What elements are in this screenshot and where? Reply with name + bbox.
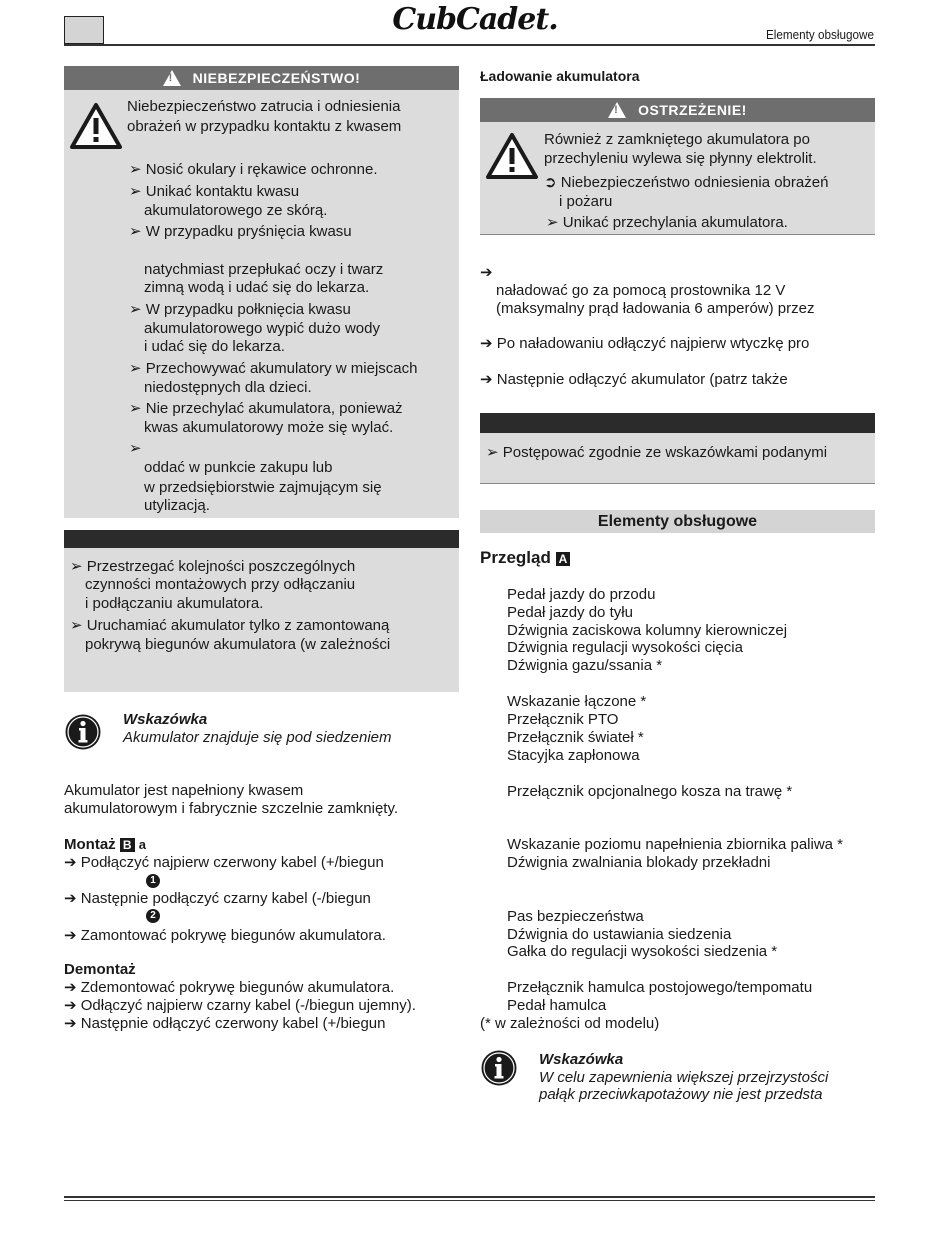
control-item: Pas bezpieczeństwa bbox=[507, 908, 644, 925]
danger-line: natychmiast przepłukać oczy i twarz bbox=[144, 261, 384, 278]
warning-icon bbox=[163, 70, 181, 86]
danger-line: niedostępnych dla dzieci. bbox=[144, 379, 312, 396]
caution-line: ➢ Przestrzegać kolejności poszczególnych bbox=[70, 558, 356, 575]
montaz-step: ➔ Następnie podłączyć czarny kabel (-/biegun bbox=[64, 890, 371, 907]
control-item: Pedał hamulca bbox=[507, 997, 607, 1014]
callout-1: 1 bbox=[146, 874, 160, 888]
caution-line: i podłączaniu akumulatora. bbox=[85, 595, 264, 612]
warning-triangle-icon bbox=[70, 102, 122, 150]
montaz-heading bbox=[64, 836, 146, 854]
control-item: Przełącznik hamulca postojowego/tempomatu bbox=[507, 979, 813, 996]
controls-footnote: (* w zależności od modelu) bbox=[480, 1015, 660, 1032]
caution-header-bar bbox=[64, 530, 459, 548]
danger-line: ➢ bbox=[129, 440, 142, 457]
charging-step: ➔ Po naładowaniu odłączyć najpierw wtyczkę pro bbox=[480, 335, 810, 352]
charging-title: Ładowanie akumulatora bbox=[480, 68, 640, 84]
note1-text: Akumulator znajduje się pod siedzeniem bbox=[123, 729, 392, 746]
overview-title: Przegląd bbox=[480, 548, 551, 567]
control-item: Gałka do regulacji wysokości siedzenia * bbox=[507, 943, 778, 960]
info-icon bbox=[64, 713, 102, 751]
charging-warning-title: OSTRZEŻENIE! bbox=[638, 102, 747, 118]
footer-rule-bottom bbox=[64, 1200, 875, 1201]
note1-title: Wskazówka bbox=[123, 711, 208, 728]
note2-title: Wskazówka bbox=[539, 1051, 624, 1068]
danger-line: kwas akumulatorowy może się wylać. bbox=[144, 419, 394, 436]
control-item: Przełącznik świateł * bbox=[507, 729, 644, 746]
figure-ref-a: A bbox=[556, 552, 571, 566]
header-rule bbox=[64, 44, 875, 46]
danger-header bbox=[64, 66, 459, 90]
danger-line: ➢ W przypadku pryśnięcia kwasu bbox=[129, 223, 352, 240]
charging-warning-line: ➲ Niebezpieczeństwo odniesienia obrażeń bbox=[544, 174, 829, 191]
page-corner-box bbox=[64, 16, 104, 44]
montaz-step: ➔ Zamontować pokrywę biegunów akumulatora. bbox=[64, 927, 386, 944]
danger-title: NIEBEZPIECZEŃSTWO! bbox=[192, 70, 361, 86]
danger-line: akumulatorowego ze skórą. bbox=[144, 202, 328, 219]
charging-warning-line: i pożaru bbox=[559, 193, 613, 210]
charging-warning-header bbox=[480, 98, 875, 122]
control-item: Wskazanie poziomu napełnienia zbiornika paliwa * bbox=[507, 836, 844, 853]
demontaz-step: ➔ Odłączyć najpierw czarny kabel (-/biegun ujemny). bbox=[64, 997, 416, 1014]
control-item: Dźwignia zaciskowa kolumny kierowniczej bbox=[507, 622, 788, 639]
charging-step: ➔ Następnie odłączyć akumulator (patrz także bbox=[480, 371, 788, 388]
header-section-title: Elementy obsługowe bbox=[766, 27, 874, 42]
control-item: Dźwignia zwalniania blokady przekładni bbox=[507, 854, 771, 871]
danger-line: i udać się do lekarza. bbox=[144, 338, 285, 355]
info-icon bbox=[480, 1049, 518, 1087]
battery-text-2: akumulatorowym i fabrycznie szczelnie zamknięty. bbox=[64, 800, 399, 817]
control-item: Stacyjka zapłonowa bbox=[507, 747, 640, 764]
montaz-step: ➔ Podłączyć najpierw czerwony kabel (+/biegun bbox=[64, 854, 384, 871]
danger-intro-2: obrażeń w przypadku kontaktu z kwasem bbox=[127, 118, 402, 135]
charging-step: naładować go za pomocą prostownika 12 V bbox=[496, 282, 786, 299]
environment-box-rule bbox=[480, 483, 875, 484]
environment-header-bar bbox=[480, 413, 875, 433]
warning-triangle-icon bbox=[486, 132, 538, 180]
charging-warning-line: przechyleniu wylewa się płynny elektrolit. bbox=[544, 150, 817, 167]
control-item: Przełącznik opcjonalnego kosza na trawę * bbox=[507, 783, 793, 800]
control-item: Dźwignia gazu/ssania * bbox=[507, 657, 663, 674]
control-item: Przełącznik PTO bbox=[507, 711, 619, 728]
danger-line: akumulatorowego wypić dużo wody bbox=[144, 320, 380, 337]
caution-line: ➢ Uruchamiać akumulator tylko z zamontowaną bbox=[70, 617, 390, 634]
danger-line: ➢ Nosić okulary i rękawice ochronne. bbox=[129, 161, 378, 178]
danger-line: oddać w punkcie zakupu lub bbox=[144, 459, 333, 476]
montaz-title: Montaż bbox=[64, 836, 116, 853]
control-item: Dźwignia regulacji wysokości cięcia bbox=[507, 639, 743, 656]
note2-line: pałąk przeciwkapotażowy nie jest przedsta bbox=[539, 1086, 823, 1103]
note2-line: W celu zapewnienia większej przejrzystości bbox=[539, 1069, 829, 1086]
control-item: Pedał jazdy do przodu bbox=[507, 586, 656, 603]
danger-line: zimną wodą i udać się do lekarza. bbox=[144, 279, 370, 296]
danger-intro-1: Niebezpieczeństwo zatrucia i odniesienia bbox=[127, 98, 401, 115]
environment-line: ➢ Postępować zgodnie ze wskazówkami podanymi bbox=[486, 444, 828, 461]
danger-line: utylizacją. bbox=[144, 497, 210, 514]
controls-section-title: Elementy obsługowe bbox=[480, 510, 875, 533]
charging-box-rule bbox=[480, 234, 875, 235]
control-item: Dźwignia do ustawiania siedzenia bbox=[507, 926, 732, 943]
caution-line: pokrywą biegunów akumulatora (w zależności bbox=[85, 636, 391, 653]
overview-heading bbox=[480, 548, 570, 568]
demontaz-title: Demontaż bbox=[64, 961, 136, 978]
footer-rule-top bbox=[64, 1196, 875, 1198]
charging-warning-line: Również z zamkniętego akumulatora po bbox=[544, 131, 810, 148]
danger-line: w przedsiębiorstwie zajmującym się bbox=[144, 479, 382, 496]
charging-warning-line: ➢ Unikać przechylania akumulatora. bbox=[546, 214, 788, 231]
danger-line: ➢ Unikać kontaktu kwasu bbox=[129, 183, 300, 200]
charging-step: (maksymalny prąd ładowania 6 amperów) przez bbox=[496, 300, 815, 317]
montaz-suffix: a bbox=[138, 837, 146, 852]
caution-line: czynności montażowych przy odłączaniu bbox=[85, 576, 356, 593]
warning-icon bbox=[608, 102, 626, 118]
demontaz-step: ➔ Następnie odłączyć czerwony kabel (+/biegun bbox=[64, 1015, 386, 1032]
demontaz-step: ➔ Zdemontować pokrywę biegunów akumulatora. bbox=[64, 979, 395, 996]
danger-line: ➢ Przechowywać akumulatory w miejscach bbox=[129, 360, 418, 377]
callout-2: 2 bbox=[146, 909, 160, 923]
danger-line: ➢ Nie przechylać akumulatora, ponieważ bbox=[129, 400, 403, 417]
battery-text-1: Akumulator jest napełniony kwasem bbox=[64, 782, 304, 799]
charging-step: ➔ bbox=[480, 264, 493, 281]
control-item: Wskazanie łączone * bbox=[507, 693, 647, 710]
control-item: Pedał jazdy do tyłu bbox=[507, 604, 633, 621]
brand-logo: CubCadet. bbox=[392, 2, 558, 37]
figure-ref-b: B bbox=[120, 838, 135, 852]
danger-line: ➢ W przypadku połknięcia kwasu bbox=[129, 301, 351, 318]
